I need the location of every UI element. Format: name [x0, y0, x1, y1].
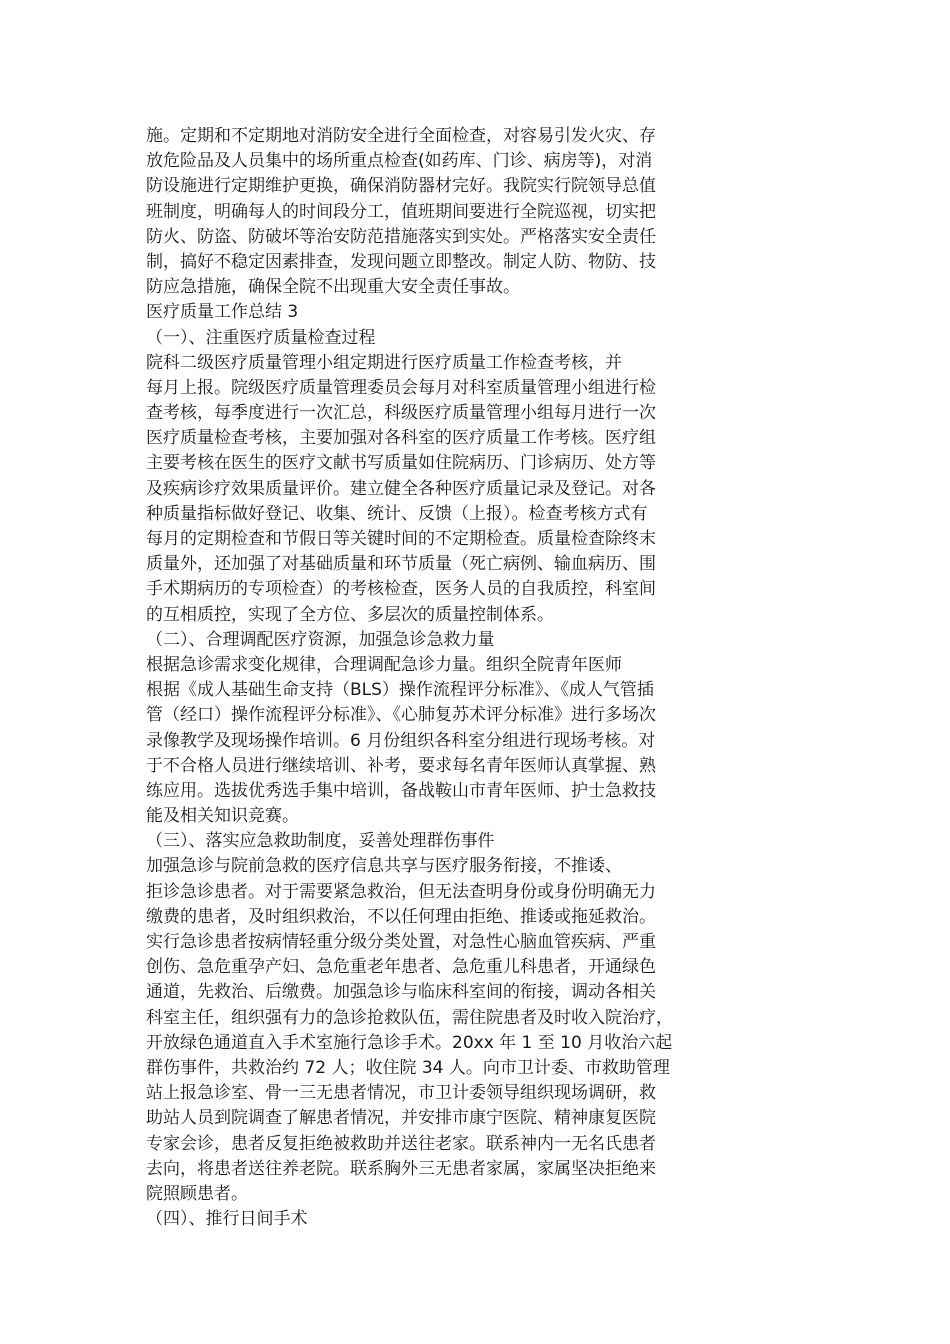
text-line: 施。定期和不定期地对消防安全进行全面检查，对容易引发火灾、存 — [146, 126, 656, 146]
text-line: 院科二级医疗质量管理小组定期进行医疗质量工作检查考核，并 — [146, 352, 622, 373]
text-line: 缴费的患者，及时组织救治，不以任何理由拒绝、推诿或拖延救治。 — [146, 906, 656, 927]
text-line: 每月上报。院级医疗质量管理委员会每月对科室质量管理小组进行检 — [146, 377, 656, 398]
text-line: 去向，将患者送往养老院。联系胸外三无患者家属，家属坚决拒绝来 — [146, 1158, 656, 1179]
document-body — [146, 124, 766, 1232]
text-line: 站上报急诊室、骨一三无患者情况，市卫计委领导组织现场调研，救 — [146, 1083, 656, 1104]
text-line: 班制度，明确每人的时间段分工，值班期间要进行全院巡视，切实把 — [146, 201, 656, 222]
text-line: 手术期病历的专项检查）的考核检查，医务人员的自我质控，科室间 — [146, 579, 656, 600]
text-line: 防设施进行定期维护更换，确保消防器材完好。我院实行院领导总值 — [146, 176, 656, 197]
text-line: 加强急诊与院前急救的医疗信息共享与医疗服务衔接，不推诿、 — [146, 856, 622, 877]
text-line: 实行急诊患者按病情轻重分级分类处置，对急性心脑血管疾病、严重 — [146, 932, 656, 952]
text-line: 于不合格人员进行继续培训、补考，要求每名青年医师认真掌握、熟 — [146, 755, 656, 776]
text-line: 开放绿色通道直入手术室施行急诊手术。20xx 年 1 至 10 月收治六起 — [146, 1032, 673, 1053]
text-line: 练应用。选拔优秀选手集中培训，备战鞍山市青年医师、护士急救技 — [146, 780, 656, 801]
text-line: 录像教学及现场操作培训。6 月份组织各科室分组进行现场考核。对 — [146, 730, 656, 751]
text-line: 院照顾患者。 — [146, 1183, 248, 1204]
text-line: 种质量指标做好登记、收集、统计、反馈（上报）。检查考核方式有 — [146, 503, 648, 524]
text-line: 创伤、急危重孕产妇、急危重老年患者、急危重儿科患者，开通绿色 — [146, 957, 656, 978]
text-line: 主要考核在医生的医疗文献书写质量如住院病历、门诊病历、处方等 — [146, 453, 656, 474]
text-line: 及疾病诊疗效果质量评价。建立健全各种医疗质量记录及登记。对各 — [146, 478, 656, 499]
text-line: 根据急诊需求变化规律，合理调配急诊力量。组织全院青年医师 — [146, 654, 622, 675]
text-line: （二）、合理调配医疗资源，加强急诊急救力量 — [146, 629, 495, 650]
text-line: 科室主任，组织强有力的急诊抢救队伍，需住院患者及时收入院治疗， — [146, 1007, 673, 1028]
text-line: 能及相关知识竞赛。 — [146, 806, 299, 827]
text-line: 质量外，还加强了对基础质量和环节质量（死亡病例、输血病历、围 — [146, 554, 656, 575]
text-line: （四）、推行日间手术 — [146, 1209, 308, 1230]
text-line: 根据《成人基础生命支持（BLS）操作流程评分标准》、《成人气管插 — [146, 680, 654, 701]
text-line: 通道，先救治、后缴费。加强急诊与临床科室间的衔接，调动各相关 — [146, 982, 656, 1003]
text-line: 的互相质控，实现了全方位、多层次的质量控制体系。 — [146, 604, 554, 625]
text-line: 医疗质量检查考核，主要加强对各科室的医疗质量工作考核。医疗组 — [146, 428, 656, 449]
text-line: 查考核，每季度进行一次汇总，科级医疗质量管理小组每月进行一次 — [146, 403, 656, 424]
text-line: （三）、落实应急救助制度，妥善处理群伤事件 — [146, 831, 495, 852]
text-line: 放危险品及人员集中的场所重点检查(如药库、门诊、病房等)，对消 — [146, 151, 653, 172]
text-line: 制，搞好不稳定因素排查，发现问题立即整改。制定人防、物防、技 — [146, 251, 656, 272]
text-line: 防应急措施，确保全院不出现重大安全责任事故。 — [146, 277, 520, 298]
text-line: 助站人员到院调查了解患者情况，并安排市康宁医院、精神康复医院 — [146, 1108, 656, 1129]
text-line: 防火、防盗、防破坏等治安防范措施落实到实处。严格落实安全责任 — [146, 226, 656, 247]
text-line: 拒诊急诊患者。对于需要紧急救治，但无法查明身份或身份明确无力 — [146, 881, 656, 902]
text-line: 群伤事件，共救治约 72 人；收住院 34 人。向市卫计委、市救助管理 — [146, 1057, 670, 1078]
text-line: 每月的定期检查和节假日等关键时间的不定期检查。质量检查除终末 — [146, 529, 656, 549]
text-line: 管（经口）操作流程评分标准》、《心肺复苏术评分标准》进行多场次 — [146, 705, 656, 726]
text-line: 专家会诊，患者反复拒绝被救助并送往老家。联系神内一无名氏患者 — [146, 1133, 656, 1154]
text-line: 医疗质量工作总结 3 — [146, 302, 299, 323]
text-line: （一）、注重医疗质量检查过程 — [146, 327, 376, 348]
